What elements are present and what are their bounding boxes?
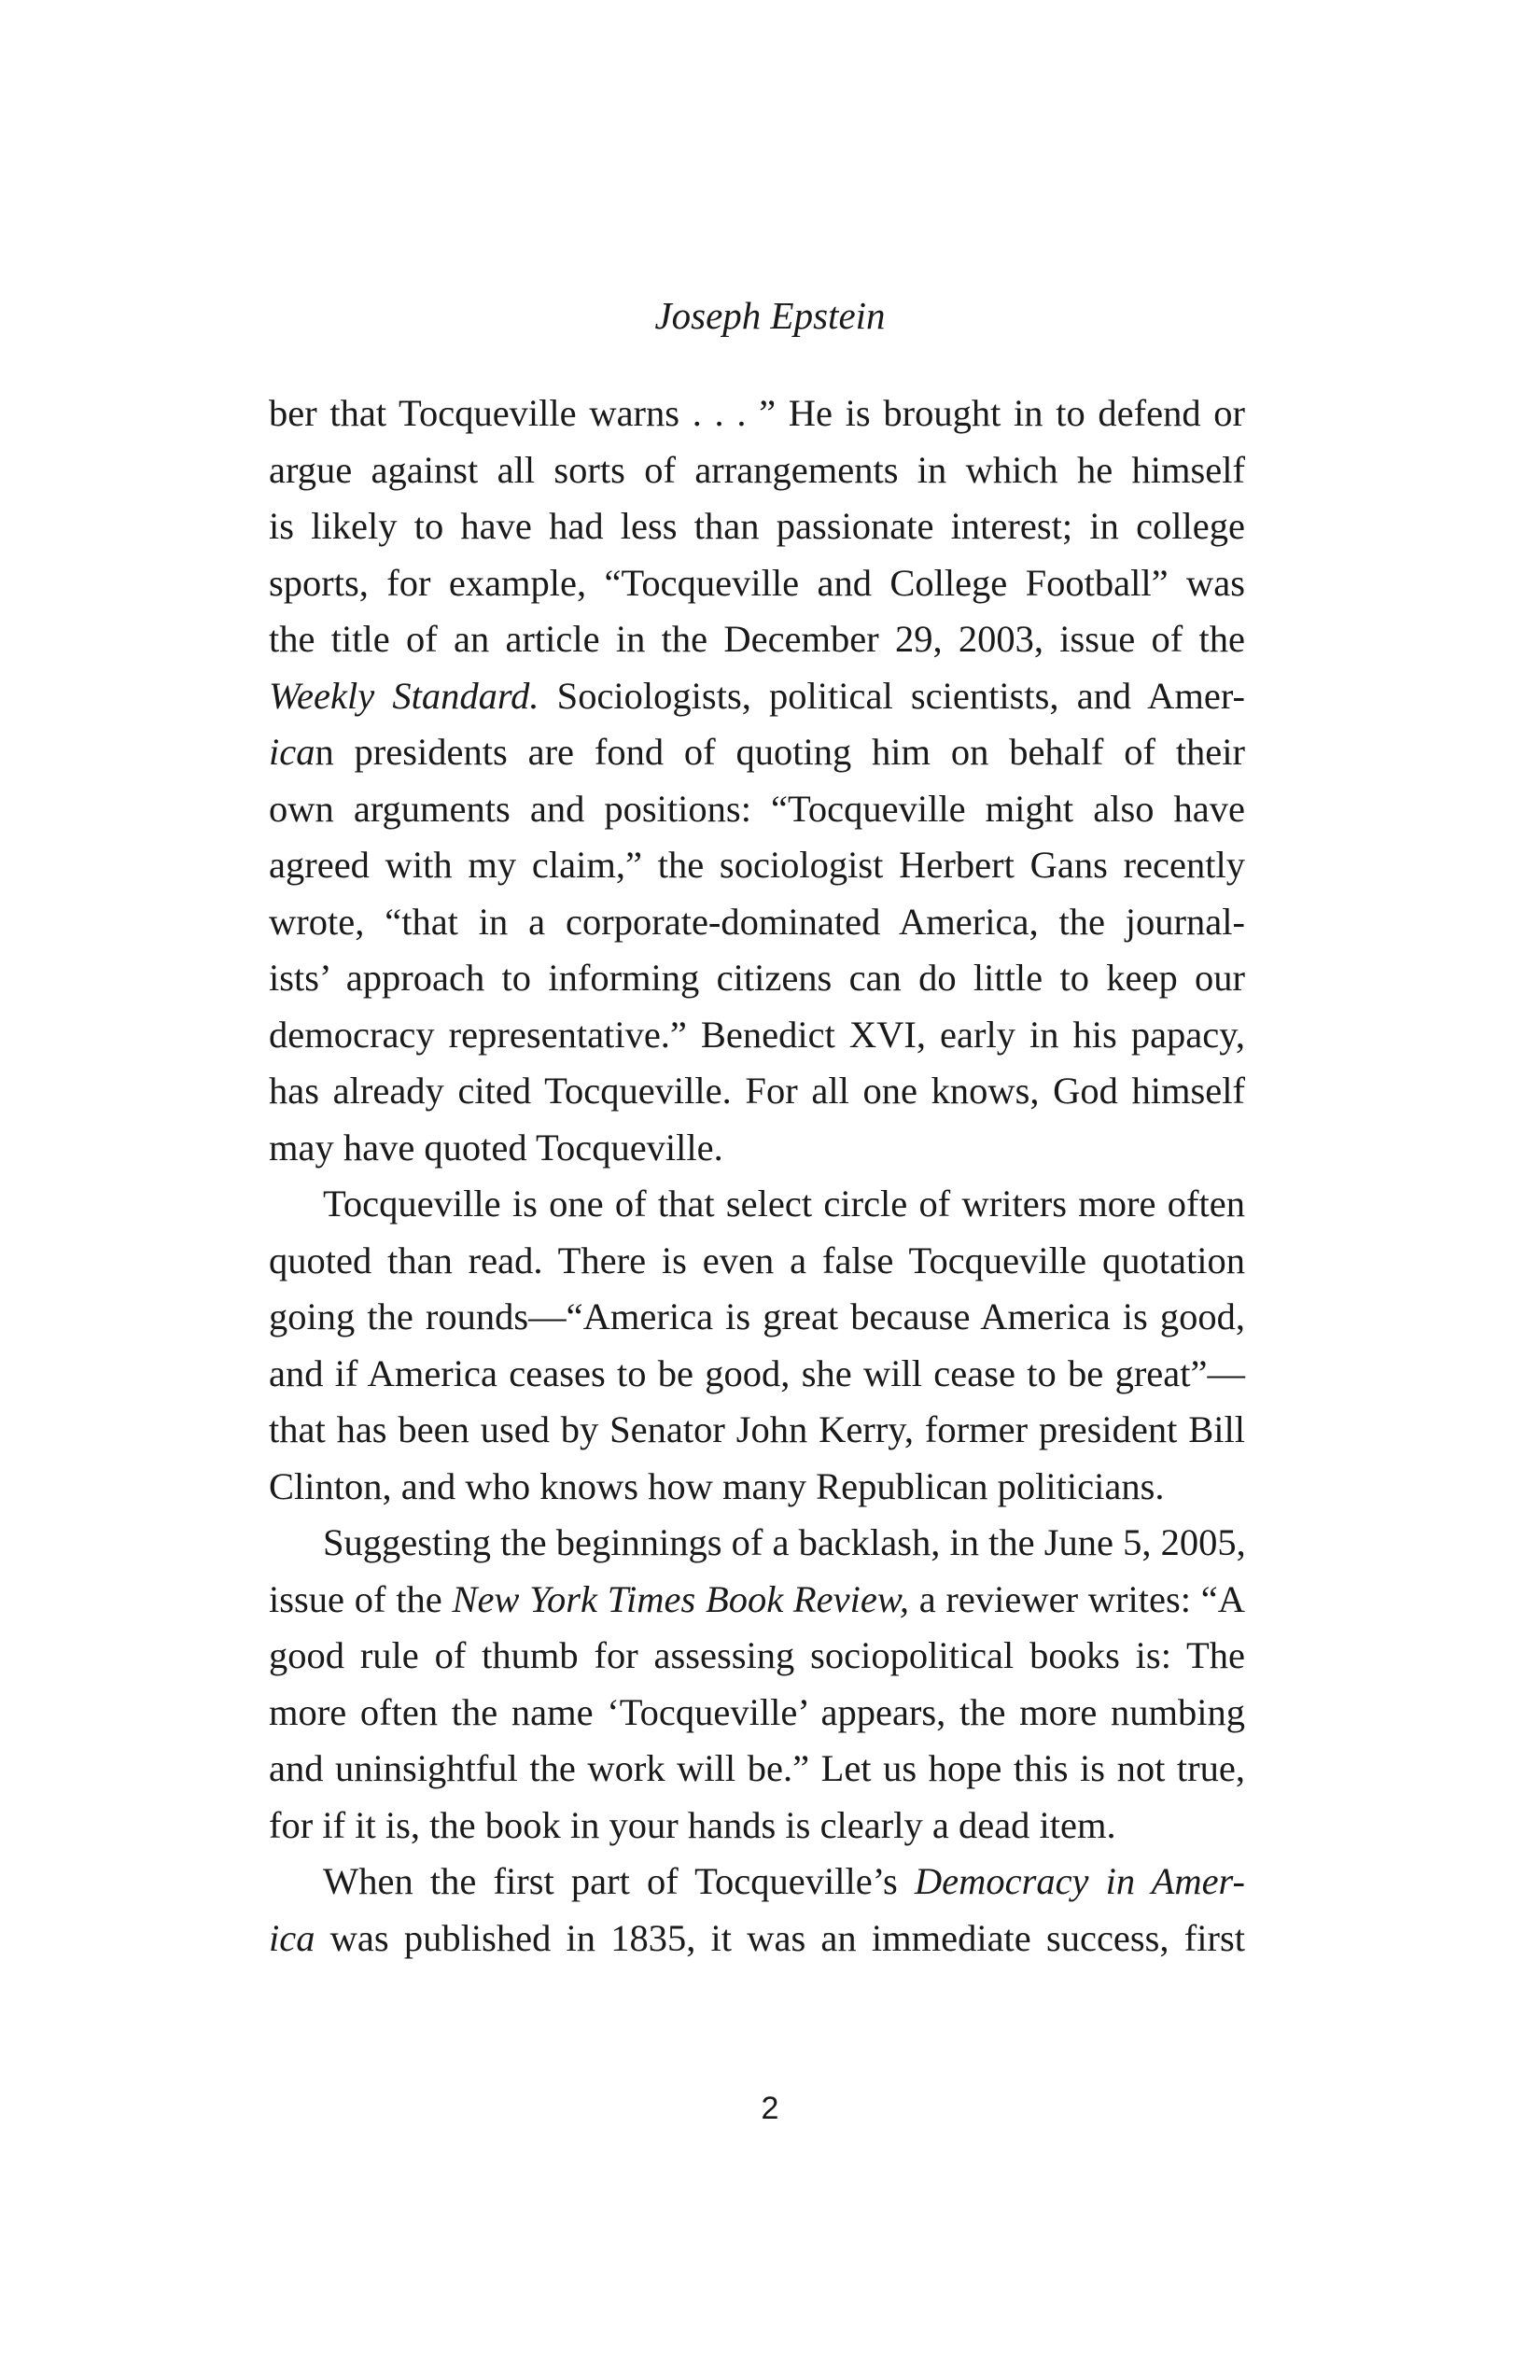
text-line: good rule of thumb for assessing sociopolitical books is: The xyxy=(269,1634,1245,1676)
italic-title: ica xyxy=(269,1916,315,1959)
running-head: Joseph Epstein xyxy=(654,294,886,337)
paragraph xyxy=(269,1176,1245,1515)
text-line: and if America ceases to be good, she will cease to be great”— xyxy=(269,1351,1245,1394)
text-line: Clinton, and who knows how many Republican politicians. xyxy=(269,1464,1165,1507)
text-line: Suggesting the beginnings of a backlash, in the June 5, 2005, xyxy=(323,1521,1246,1563)
paragraph xyxy=(269,1515,1245,1854)
text-line: ica was published in 1835, it was an immediate success, first xyxy=(269,1916,1245,1959)
text-line: may have quoted Tocqueville. xyxy=(269,1126,723,1169)
paragraph xyxy=(269,385,1245,1176)
text-line: ber that Tocqueville warns . . . ” He is brought in to defend or xyxy=(269,392,1245,434)
text-line: issue of the New York Times Book Review, a reviewer writes: “A xyxy=(269,1577,1245,1620)
text-line: democracy representative.” Benedict XVI, early in his papacy, xyxy=(269,1013,1245,1056)
italic-title: New York Times Book Review, xyxy=(452,1577,909,1620)
italic-title: Democracy in Amer- xyxy=(914,1860,1245,1902)
text-line: more often the name ‘Tocqueville’ appears, the more numbing xyxy=(269,1690,1245,1733)
text-line: Weekly Standard. Sociologists, political scientists, and Amer- xyxy=(269,674,1246,717)
text-line: that has been used by Senator John Kerry, former president Bill xyxy=(269,1408,1245,1450)
page-number: 2 xyxy=(761,2091,779,2126)
text-line: argue against all sorts of arrangements in which he himself xyxy=(269,448,1245,491)
text-line: going the rounds—“America is great because America is good, xyxy=(269,1295,1245,1337)
text-line: the title of an article in the December 29, 2003, issue of the xyxy=(269,618,1245,660)
text-line: sports, for example, “Tocqueville and College Football” was xyxy=(269,561,1245,604)
text-line: ists’ approach to informing citizens can do little to keep our xyxy=(269,957,1245,999)
body-text xyxy=(269,385,1245,1967)
text-line: ican presidents are fond of quoting him on behalf of their xyxy=(269,731,1245,773)
text-line: Tocqueville is one of that select circle of writers more often xyxy=(323,1183,1245,1225)
text-line: own arguments and positions: “Tocqueville might also have xyxy=(269,787,1245,830)
text-line: is likely to have had less than passionate interest; in college xyxy=(269,505,1245,547)
text-line: for if it is, the book in your hands is clearly a dead item. xyxy=(269,1803,1116,1846)
text-line: agreed with my claim,” the sociologist Herbert Gans recently xyxy=(269,844,1245,886)
text-line: wrote, “that in a corporate-dominated America, the journal- xyxy=(269,900,1245,943)
italic-title: ica xyxy=(269,731,315,773)
text-line: quoted than read. There is even a false Tocqueville quotation xyxy=(269,1239,1245,1281)
text-line: and uninsightful the work will be.” Let us hope this is not true, xyxy=(269,1747,1245,1789)
text-line: When the first part of Tocqueville’s Democracy in Amer- xyxy=(323,1860,1245,1902)
italic-title: Weekly Standard. xyxy=(269,674,539,717)
paragraph xyxy=(269,1854,1245,1967)
text-line: has already cited Tocqueville. For all one knows, God himself xyxy=(269,1070,1245,1112)
